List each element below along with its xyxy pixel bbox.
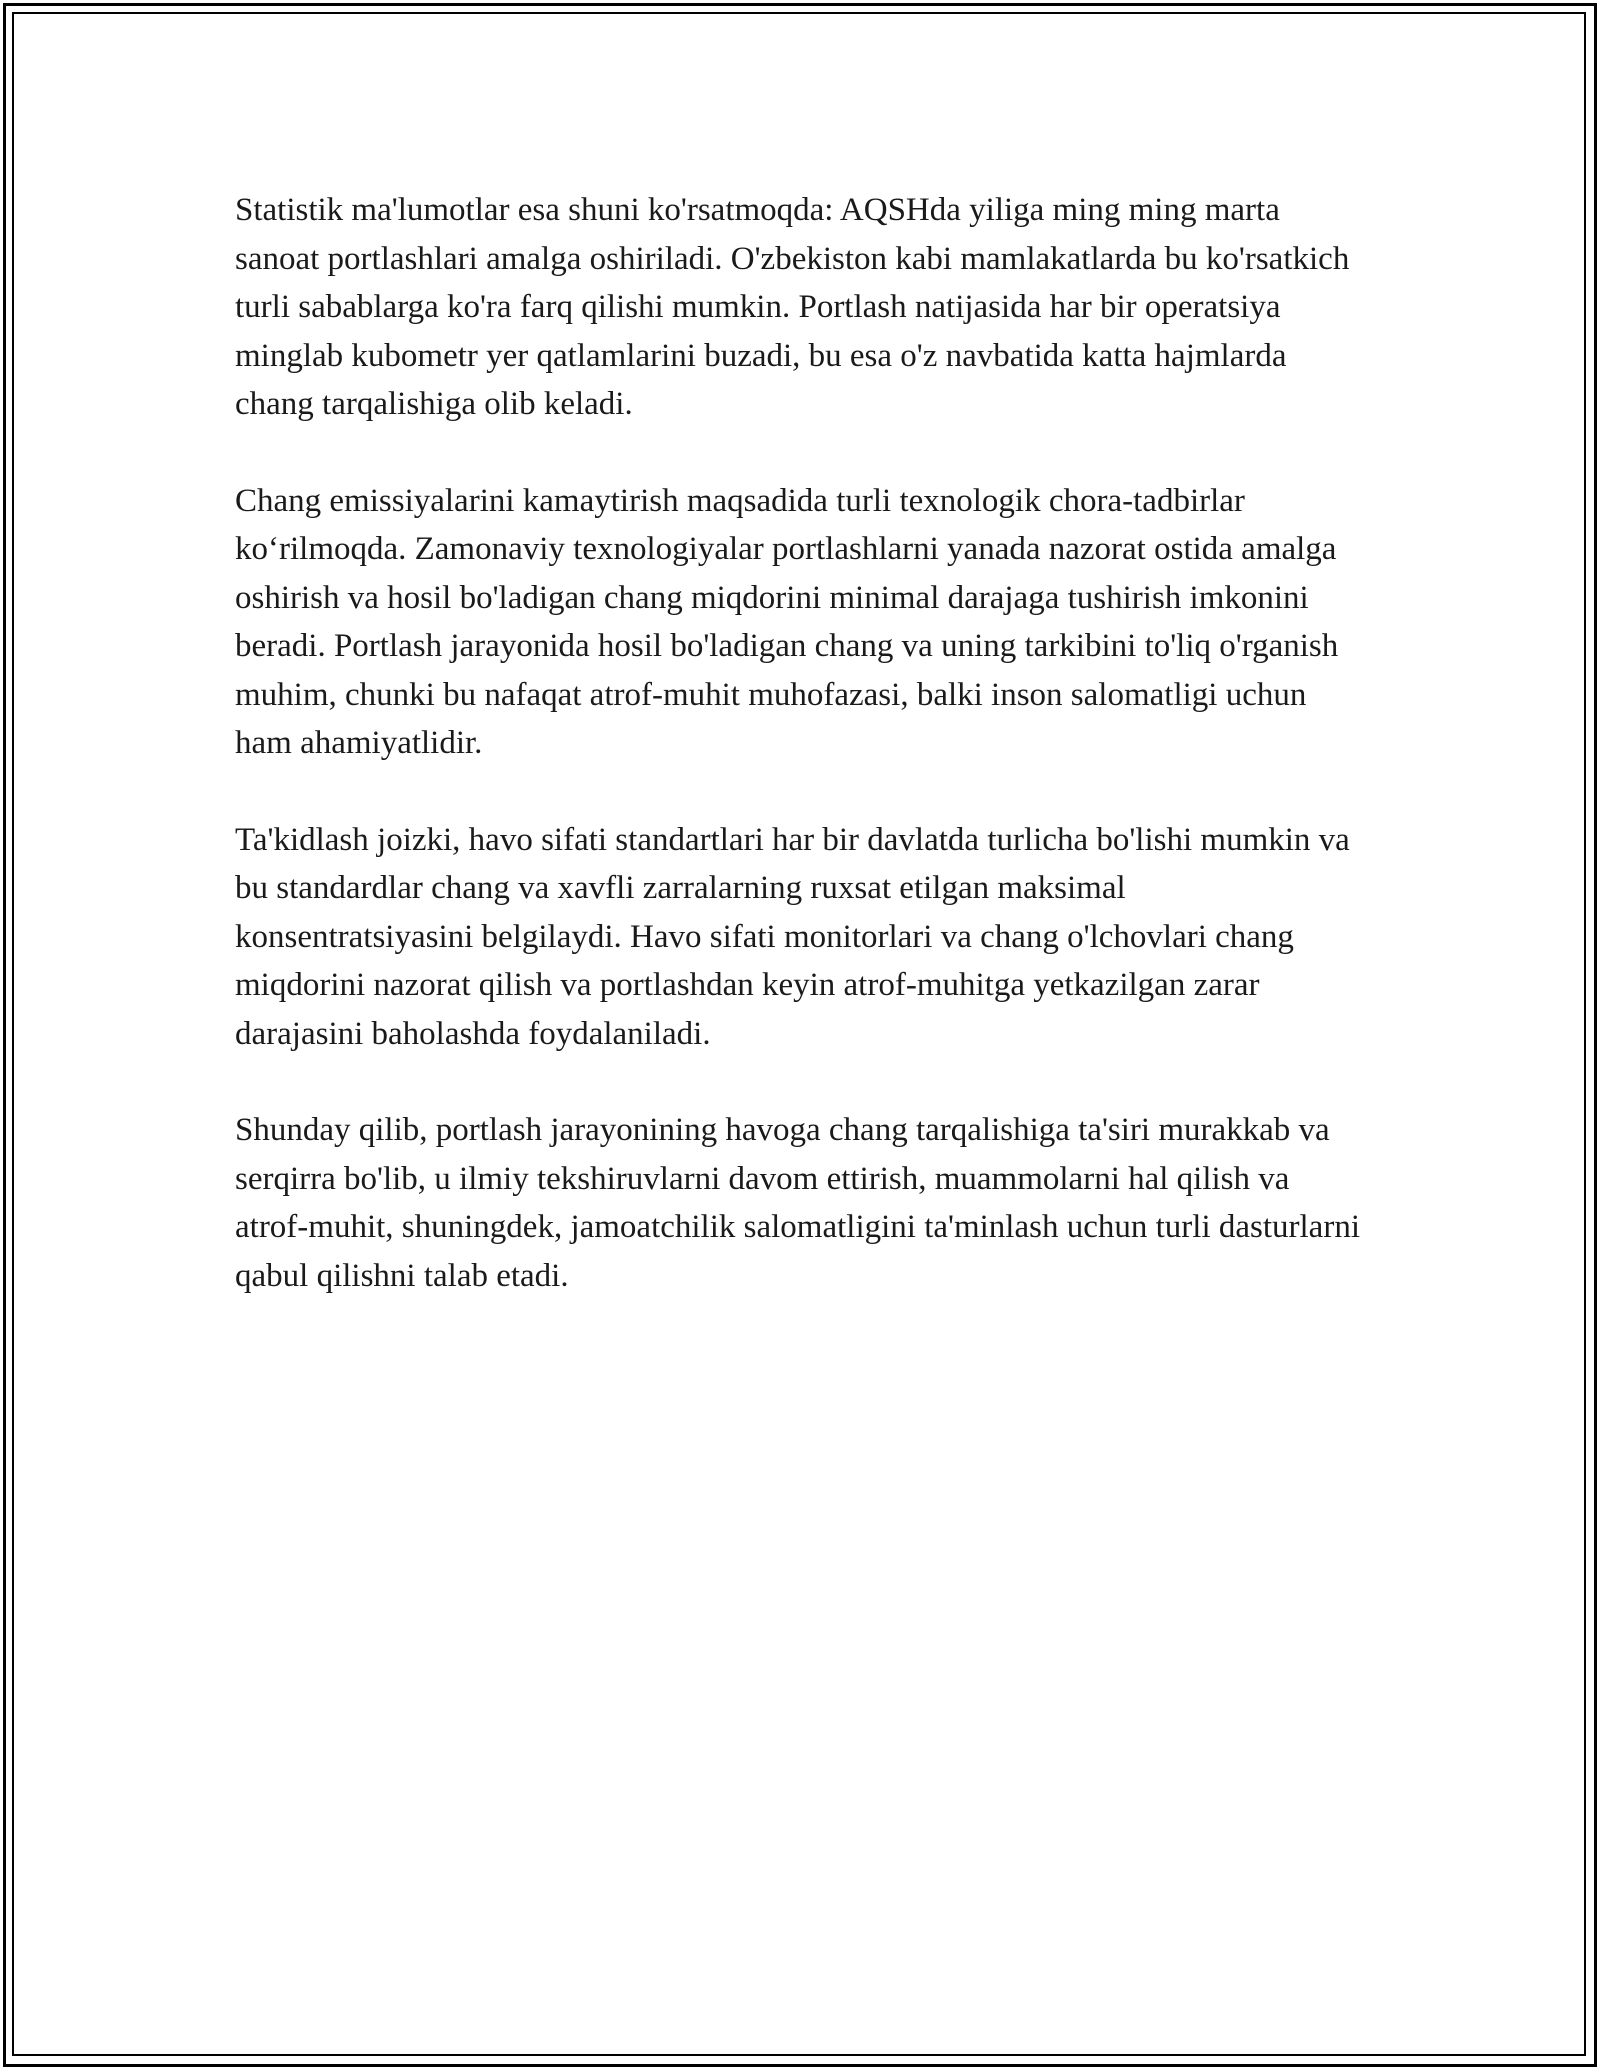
paragraph-air-quality-standards: Ta'kidlash joizki, havo sifati standartlari har bir davlatda turlicha bo'lishi mumkin va bu standardlar chang va xavfli zarralarning ruxsat etilgan maksimal konsentratsiyasini belgilaydi. Havo sifati monitorlari va chang o'lchovlari chang miqdorini nazorat qilish va portlashdan keyin atrof-muhitga yetkazilgan zarar darajasini baholashda foydalaniladi. bbox=[235, 821, 1350, 1052]
paragraph-emission-reduction: Chang emissiyalarini kamaytirish maqsadida turli texnologik chora-tadbirlar ko‘rilmoqda. Zamonaviy texnologiyalar portlashlarni yanada nazorat ostida amalga oshirish va hosil bo'ladigan chang miqdorini minimal darajaga tushirish imkonini beradi. Portlash jarayonida hosil bo'ladigan chang va uning tarkibini to'liq o'rganish muhim, chunki bu nafaqat atrof-muhit muhofazasi, balki inson salomatligi uchun ham ahamiyatlidir. bbox=[235, 482, 1339, 761]
paragraph-statistics: Statistik ma'lumotlar esa shuni ko'rsatmoqda: AQSHda yiliga ming ming marta sanoat portlashlari amalga oshiriladi. O'zbekiston kabi mamlakatlarda bu ko'rsatkich turli sabablarga ko'ra farq qilishi mumkin. Portlash natijasida har bir operatsiya minglab kubometr yer qatlamlarini buzadi, bu esa o'z navbatida katta hajmlarda chang tarqalishiga olib keladi. bbox=[235, 192, 1350, 422]
paragraph-conclusion: Shunday qilib, portlash jarayonining havoga chang tarqalishiga ta'siri murakkab va serqirra bo'lib, u ilmiy tekshiruvlarni davom ettirish, muammolarni hal qilish va atrof-muhit, shuningdek, jamoatchilik salomatligini ta'minlash uchun turli dasturlarni qabul qilishni talab etadi. bbox=[235, 1112, 1360, 1294]
document-body bbox=[235, 186, 1370, 1348]
